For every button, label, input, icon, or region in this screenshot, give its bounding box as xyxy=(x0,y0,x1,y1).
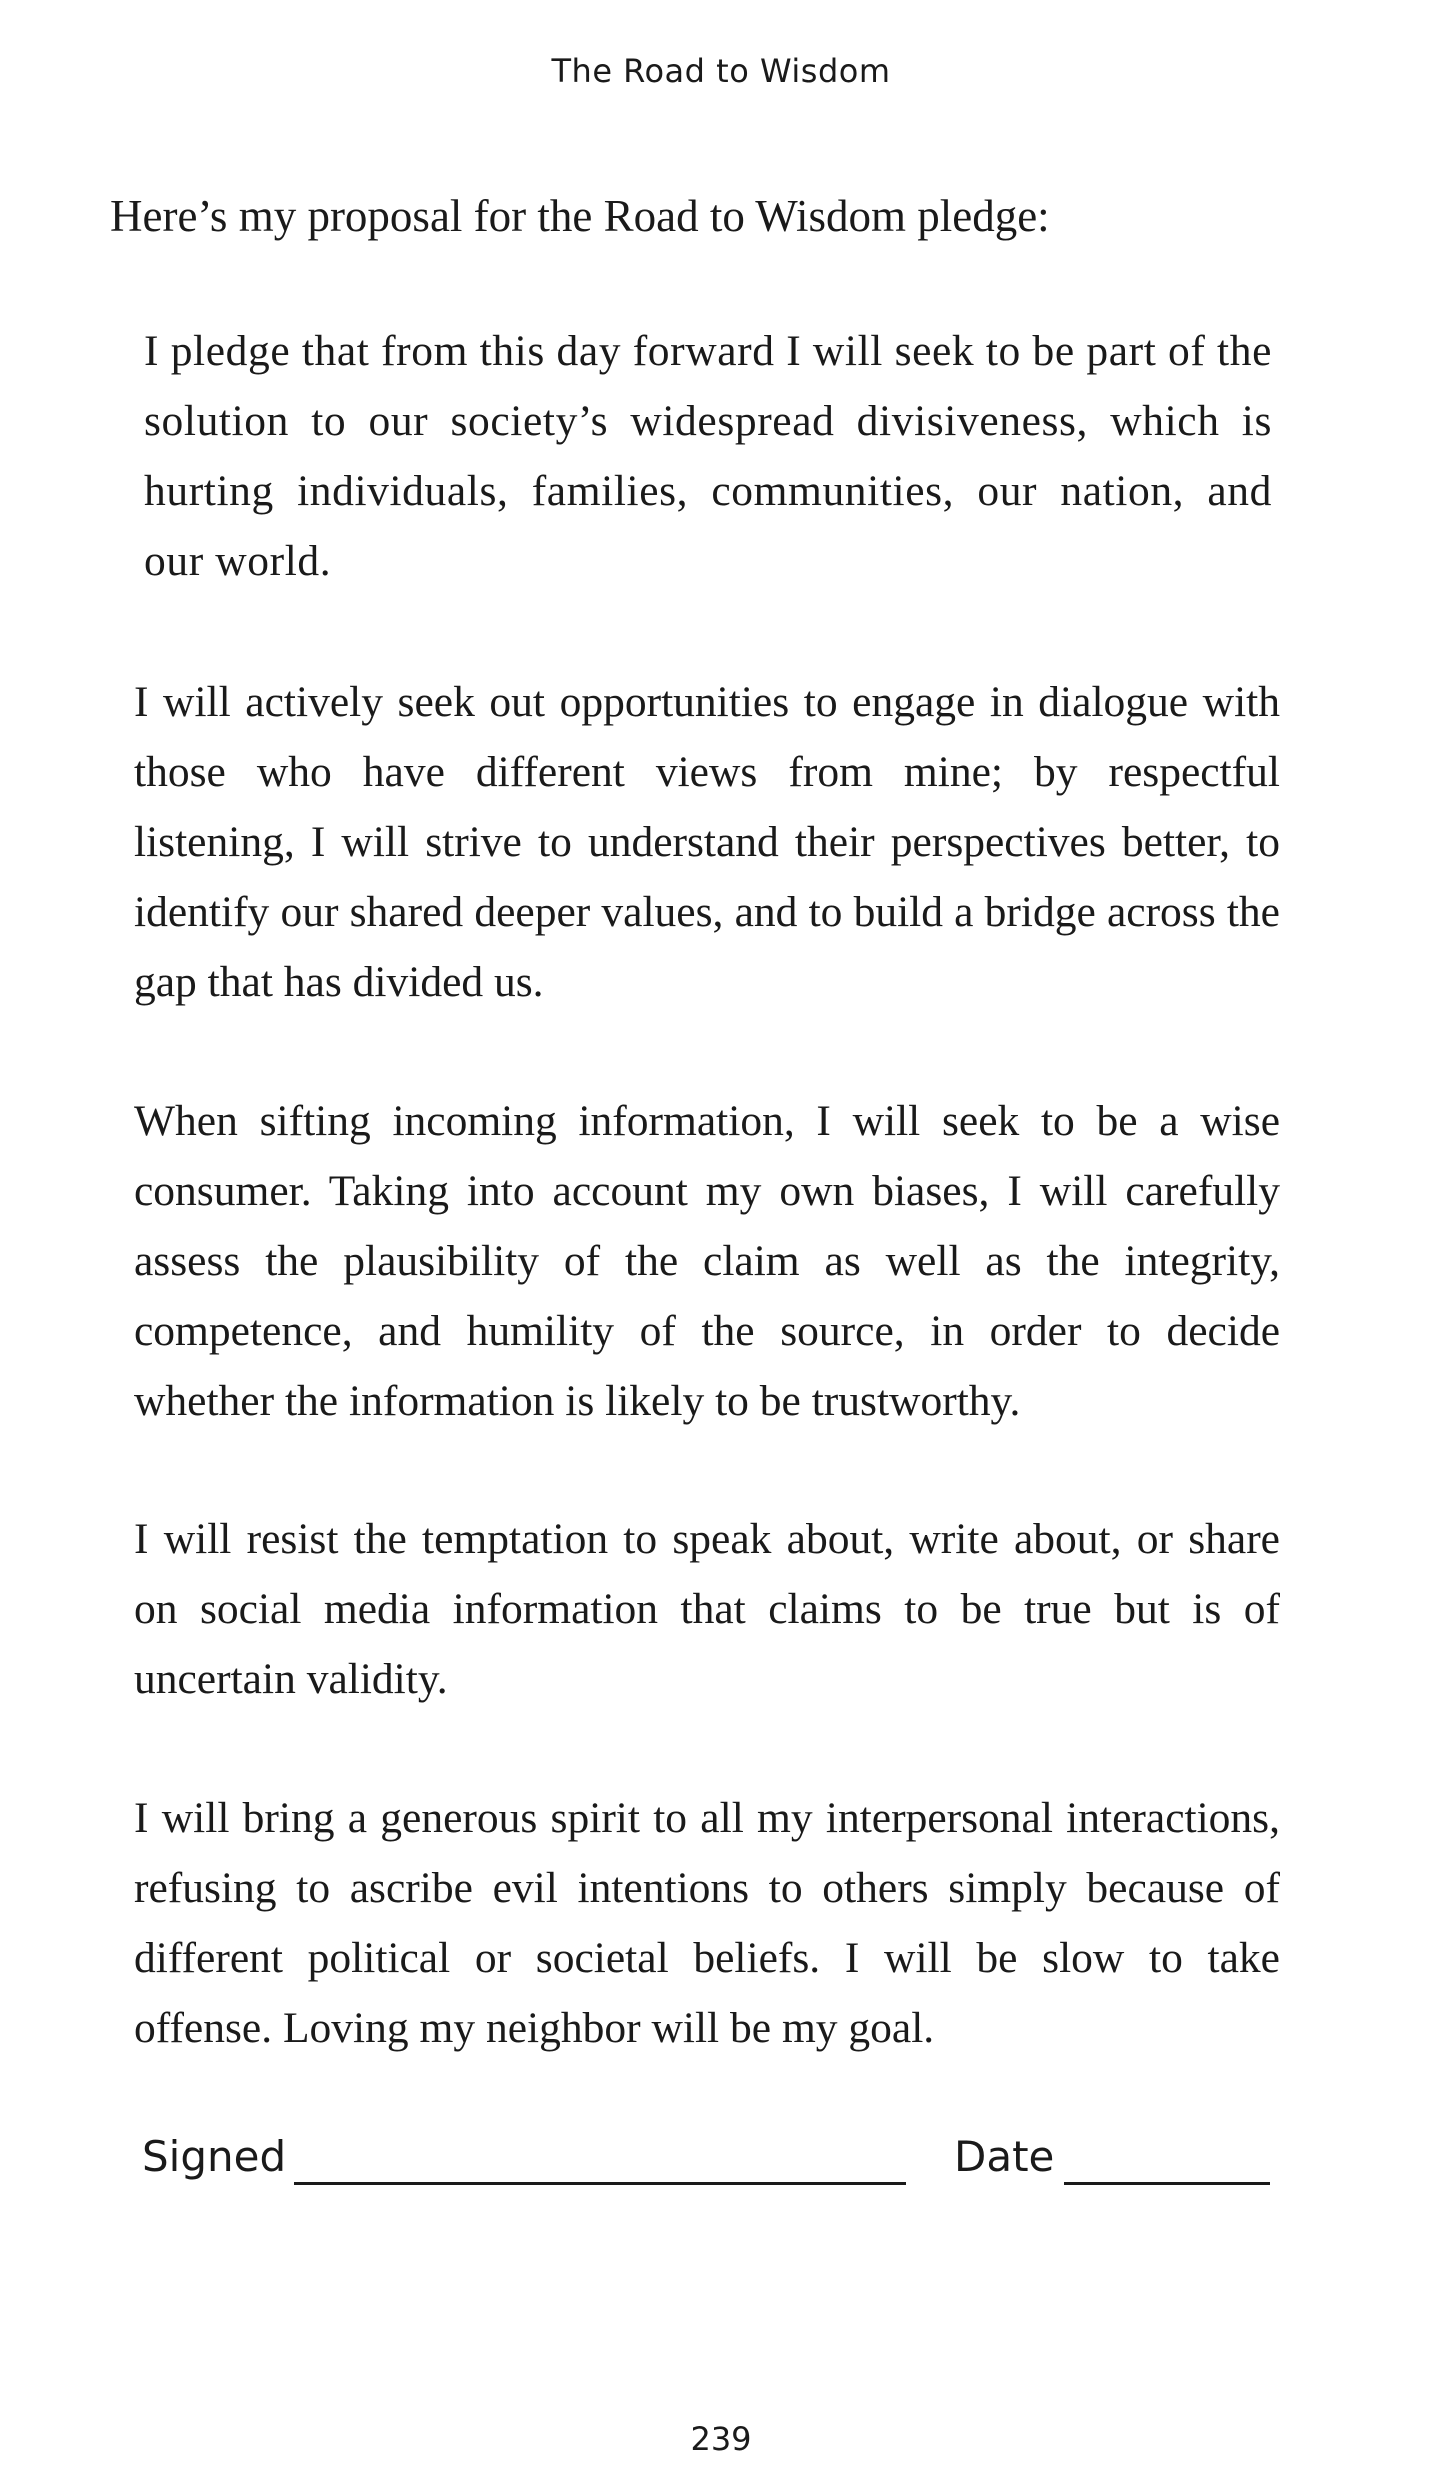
intro-text: Here’s my proposal for the Road to Wisdom pledge: xyxy=(110,191,1050,241)
pledge-paragraph-2: I will actively seek out opportunities to engage in dialogue with those who have different views from mine; by respectful listening, I will strive to understand their perspectives better, to identify our shared deeper values, and to build a bridge across the gap that has divided us. xyxy=(134,678,1280,1006)
pledge-paragraph-4: I will resist the temptation to speak about, write about, or share on social media information that claims to be true but is of uncertain validity. xyxy=(134,1515,1280,1703)
date-line[interactable] xyxy=(1064,2182,1270,2185)
signature-line[interactable] xyxy=(294,2182,906,2185)
date-label: Date xyxy=(954,2132,1055,2181)
page-number: 239 xyxy=(690,2420,752,2458)
signed-label: Signed xyxy=(142,2132,287,2181)
pledge-paragraph-5: I will bring a generous spirit to all my interpersonal interactions, refusing to ascribe evil intentions to others simply because of different political or societal beliefs. I will be slow to take offense. Loving my neighbor will be my goal. xyxy=(134,1794,1280,2052)
running-head-title: The Road to Wisdom xyxy=(551,52,891,90)
signature-row xyxy=(142,2132,1282,2192)
pledge-paragraph-3: When sifting incoming information, I will seek to be a wise consumer. Taking into account my own biases, I will carefully assess the plausibility of the claim as well as the integrity, competence, and humility of the source, in order to decide whether the information is likely to be trustworthy. xyxy=(134,1097,1280,1425)
pledge-paragraph-1: I pledge that from this day forward I will seek to be part of the solution to our society’s widespread divisiveness, which is hurting individuals, families, communities, our nation, and our world. xyxy=(144,327,1272,585)
